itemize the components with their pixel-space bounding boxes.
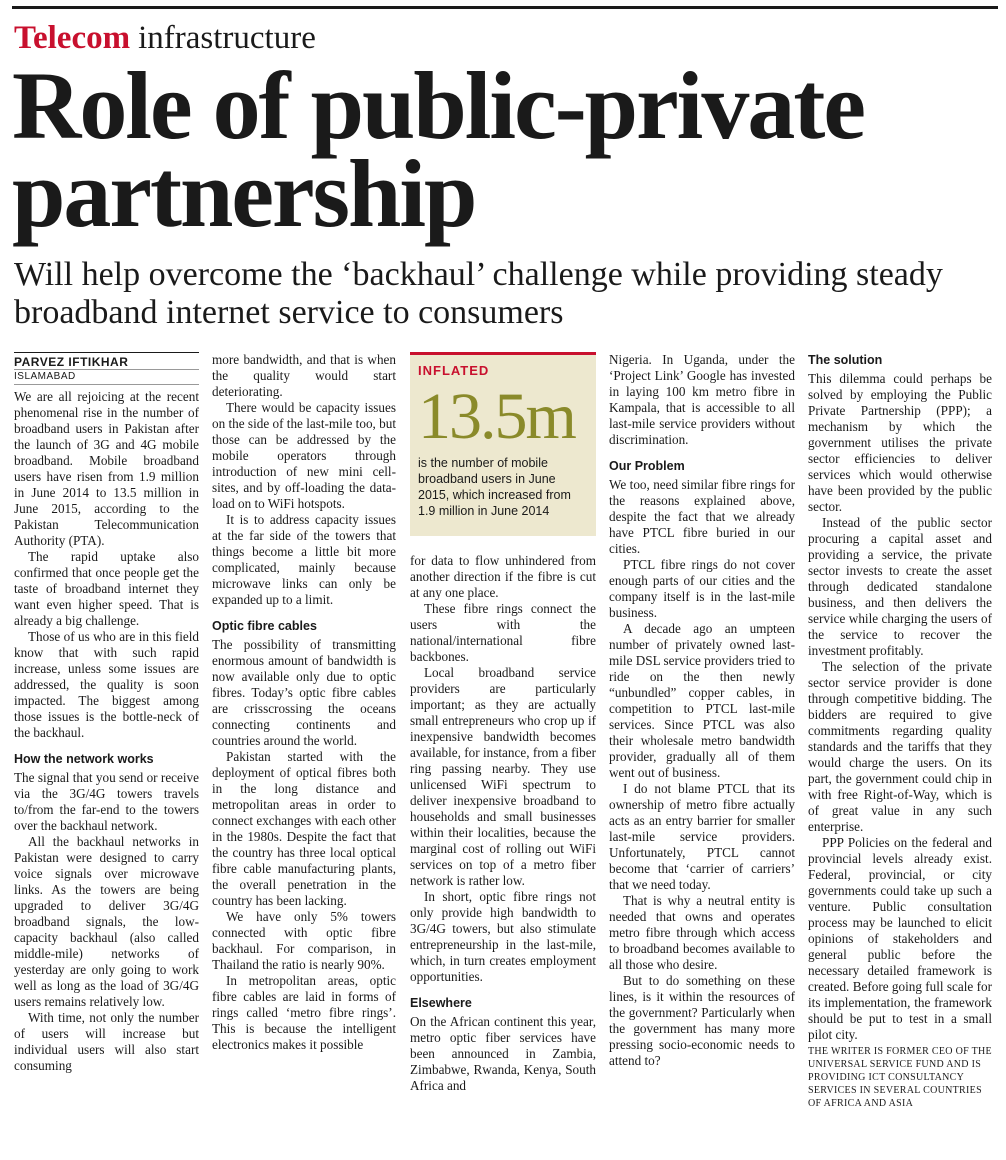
paragraph: We have only 5% towers connected with optic fibre backhaul. For comparison, in Thailand the ratio is nearly 90%. [212,909,396,972]
kicker-highlight: Telecom [14,20,131,56]
article-column-4 [609,352,795,1069]
paragraph: All the backhaul networks in Pakistan were designed to carry voice signals over microwave links. As the towers are being upgraded to deliver 3G/4G broadband signals, the low-capacity backhaul (also called middle-mile) networks of yesterday are only going to work well as long as the load of 3G/4G users remains relatively low. [14,834,199,1009]
paragraph: The signal that you send or receive via the 3G/4G towers travels to/from the far-end to the towers over the backhaul network. [14,770,199,833]
paragraph: Instead of the public sector procuring a capital asset and providing a service, the private sector invests to create the asset through dedicated standalone business, and then delivers the service while charging the users of the service to recover the investment profitably. [808,515,992,658]
author-credit: THE WRITER IS FORMER CEO OF THE UNIVERSAL SERVICE FUND AND IS PROVIDING ICT CONSULTANCY SERVICES IN SEVERAL COUNTRIES OF AFRICA AND ASIA [808,1046,992,1109]
paragraph: for data to flow unhindered from another direction if the fibre is cut at any one place. [410,553,596,600]
paragraph: The possibility of transmitting enormous amount of bandwidth is now available only due to optic fibres. Today’s optic fibre cables are crisscrossing the oceans connecting continents and countries around the world. [212,637,396,748]
paragraph: There would be capacity issues on the side of the last-mile too, but those can be addressed by the mobile operators through introduction of new mini cell-sites, and by off-loading the data-load on to WiFi hotspots. [212,400,396,511]
factbox-label: INFLATED [418,363,490,378]
paragraph: But to do something on these lines, is it within the resources of the government? Particularly when the government has many more pressing socio-economic needs to attend to? [609,973,795,1068]
paragraph: With time, not only the number of users will increase but individual users will also start consuming [14,1010,199,1073]
factbox-figure: 13.5m [418,380,575,453]
paragraph: In short, optic fibre rings not only provide high bandwidth to 3G/4G towers, but also stimulate entrepreneurship in the last-mile, which, in turn creates employment opportunities. [410,889,596,984]
paragraph: It is to address capacity issues at the far side of the towers that things become a little bit more complicated, mainly because microwave links can only be expanded up to a limit. [212,512,396,607]
paragraph: These fibre rings connect the users with the national/international fibre backbones. [410,601,596,664]
paragraph: On the African continent this year, metro optic fiber services have been announced in Zambia, Zimbabwe, Rwanda, Kenya, South Africa and [410,1014,596,1093]
subheading-elsewhere: Elsewhere [410,996,472,1010]
subheading-optic-fibre: Optic fibre cables [212,619,317,633]
subheading-solution: The solution [808,353,883,367]
paragraph: We too, need similar fibre rings for the reasons explained above, despite the fact that we already have PTCL fibre buried in our cities. [609,477,795,556]
paragraph: A decade ago an umpteen number of privately owned last-mile DSL service providers tried to ride on the then newly “unbundled” copper cables, in competition to PTCL last-mile services. Since PTCL was also their wholesale metro bandwidth provider, gradually all of them went out of business. [609,621,795,780]
top-rule [12,6,998,9]
article-column-1 [14,352,199,1074]
paragraph: That is why a neutral entity is needed that owns and operates metro fibre through which access to broadband becomes available to all those who desire. [609,893,795,972]
factbox-caption: is the number of mobile broadband users in June 2015, which increased from 1.9 million in June 2014 [418,456,571,518]
headline: Role of public-private partnership [12,52,864,247]
standfirst: Will help overcome the ‘backhaul’ challenge while providing steady broadband internet service to consumers [14,256,943,331]
paragraph: Nigeria. In Uganda, under the ‘Project Link’ Google has invested in laying 100 km metro fibre in Kampala, that is accessible to all last-mile service providers without discrimination. [609,352,795,447]
paragraph: more bandwidth, and that is when the quality would start deteriorating. [212,352,396,399]
paragraph: Those of us who are in this field know that with such rapid increase, unless some issues are addressed, the quality is soon impacted. The biggest among those issues is the bottle-neck of the backhaul. [14,629,199,740]
subheading-our-problem: Our Problem [609,459,685,473]
byline-author: PARVEZ IFTIKHAR [14,352,199,369]
byline-dateline: ISLAMABAD [14,369,199,385]
paragraph: PTCL fibre rings do not cover enough parts of our cities and the company itself is in the last-mile business. [609,557,795,620]
paragraph: We are all rejoicing at the recent phenomenal rise in the number of broadband users in Pakistan after the launch of 3G and 4G mobile broadband. Mobile broadband users have risen from 1.9 million in June 2014 to 13.5 million in June 2015, according to the Pakistan Telecommunication Authority (PTA). [14,389,199,548]
paragraph: The rapid uptake also confirmed that once people get the taste of broadband internet they want even higher speed. That is already a big challenge. [14,549,199,628]
article-column-2 [212,352,396,1053]
article-column-5 [808,352,992,1110]
paragraph: The selection of the private sector service provider is done through competitive bidding. The bidders are required to give commitments regarding quality standards and the tariffs that they would charge the users. On its part, the government could chip in with free Right-of-Way, which is of great value in any such enterprise. [808,659,992,834]
fact-box [410,352,596,536]
paragraph: Pakistan started with the deployment of optical fibres both in the long distance and metropolitan areas in order to connect exchanges with each other in the 1980s. Despite the fact that the country has three local optical fibre cable manufacturing plants, the overall penetration in the country has been lacking. [212,749,396,908]
kicker-rest: infrastructure [138,20,316,56]
paragraph: I do not blame PTCL that its ownership of metro fibre actually acts as an entry barrier for smaller last-mile service providers. Unfortunately, PTCL cannot become that ‘carrier of carriers’ that we need today. [609,781,795,892]
paragraph: PPP Policies on the federal and provincial levels already exist. Federal, provincial, or city governments could take up such a venture. Public consultation process may be launched to elicit opinions of stakeholders and general public before the necessary detailed framework is created. Before going full scale for its implementation, the framework should be put to test in a small pilot city. [808,835,992,1042]
article-column-3 [410,553,596,1094]
subheading-network: How the network works [14,752,154,766]
paragraph: In metropolitan areas, optic fibre cables are laid in forms of rings called ‘metro fibre rings’. This is because the intelligent electronics makes it possible [212,973,396,1052]
paragraph: Local broadband service providers are particularly important; as they are actually small entrepreneurs who crop up if inexpensive bandwidth becomes available, for instance, from a fiber ring passing nearby. They use unlicensed WiFi spectrum to deliver inexpensive broadband to households and small businesses within their localities, because the marginal cost of rolling out WiFi services on top of a metro fiber network is rather low. [410,665,596,888]
paragraph: This dilemma could perhaps be solved by employing the Public Private Partnership (PPP); a mechanism by which the government utilises the private sector efficiencies to deliver services which would otherwise have been provided by the public sector. [808,371,992,514]
